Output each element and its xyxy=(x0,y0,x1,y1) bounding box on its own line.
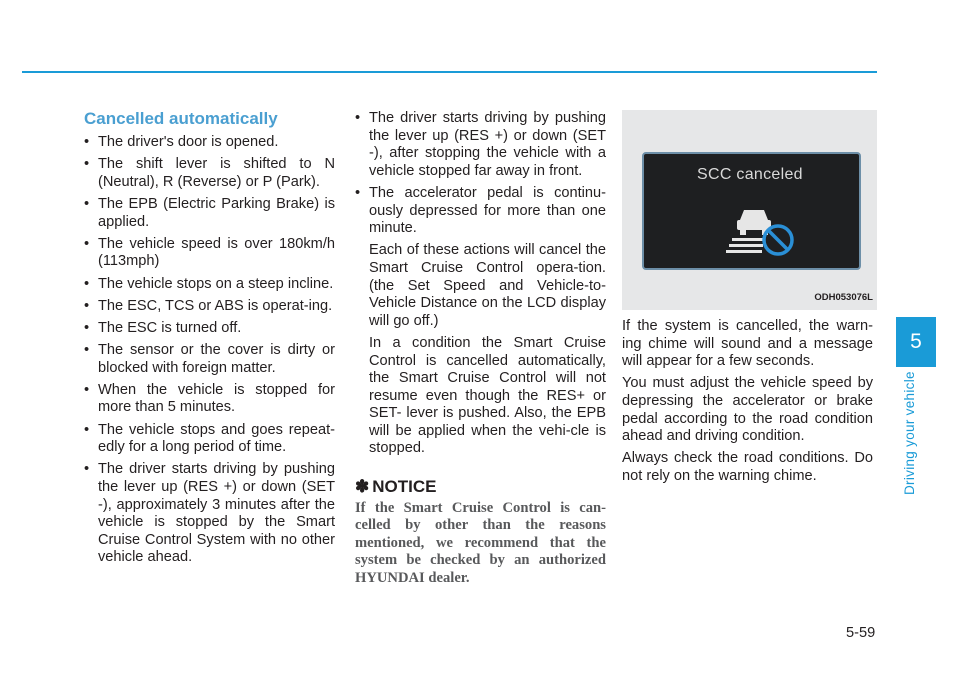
list-item: • The ESC is turned off. xyxy=(84,319,242,336)
cluster-display-figure xyxy=(622,110,877,310)
header-rule xyxy=(22,71,877,73)
list-item: • The driver starts driving by pushing the lever up (RES +) or down (SET -), approximately 3 minutes after the vehicle is stopped by the Smart Cruise Control System with no other vehicle ahead. xyxy=(84,461,335,566)
list-item: • The driver's door is opened. xyxy=(84,134,279,150)
column-left xyxy=(84,108,335,572)
list-item: • The shift lever is shifted to N (Neutral), R (Reverse) or P (Park). xyxy=(84,156,335,190)
list-item: • The vehicle stops on a steep incline. xyxy=(84,275,334,292)
body-paragraph: You must adjust the vehicle speed by depressing the accelerator or brake pedal according to the road condition ahead and driving condition. xyxy=(622,375,873,445)
column-right xyxy=(622,110,873,490)
list-item: • The vehicle stops and goes repeat-edly for a long period of time. xyxy=(84,421,335,456)
section-heading: Cancelled automatically xyxy=(84,109,278,128)
notice-mark: ✽ xyxy=(355,477,370,497)
list-item: • The ESC, TCS or ABS is operat-ing. xyxy=(84,297,333,314)
lcd-screen xyxy=(642,152,861,270)
scc-cancel-icon xyxy=(726,200,796,258)
cancel-conditions-list xyxy=(84,134,335,567)
notice-body: If the Smart Cruise Control is can-celled by other than the reasons mentioned, we recommend that the system be checked by an authorized HYUNDAI dealer. xyxy=(355,500,606,586)
body-paragraph: Always check the road conditions. Do not rely on the warning chime. xyxy=(622,450,873,484)
chapter-tab: 5 xyxy=(896,317,936,367)
list-item: • The vehicle speed is over 180km/h (113mph) xyxy=(84,235,335,270)
cancel-conditions-list-continued xyxy=(355,110,606,238)
screen-message: SCC canceled xyxy=(697,166,803,183)
body-paragraph: Each of these actions will cancel the Smart Cruise Control opera-tion. (the Set Speed and Vehicle-to-Vehicle Distance on the LCD display will go off.) xyxy=(369,242,606,329)
notice-title: ✽ NOTICE xyxy=(355,477,437,497)
list-item: • When the vehicle is stopped for more than 5 minutes. xyxy=(84,381,335,416)
column-middle xyxy=(355,110,606,587)
list-item: • The EPB (Electric Parking Brake) is applied. xyxy=(84,195,335,230)
figure-code: ODH053076L xyxy=(814,292,873,304)
chapter-title: Driving your vehicle xyxy=(902,371,917,495)
body-paragraph: In a condition the Smart Cruise Control is cancelled automatically, the Smart Cruise Control will not resume even though the RES+ or SET- lever is pushed. Also, the EPB will be applied when the vehi-cle is stopped. xyxy=(369,334,606,457)
list-item: • The driver starts driving by pushing the lever up (RES +) or down (SET -), after stopping the vehicle with a vehicle stopped far away in front. xyxy=(355,110,606,179)
body-paragraph: If the system is cancelled, the warn-ing chime will sound and a message will appear for a few seconds. xyxy=(622,318,873,370)
list-item: • The accelerator pedal is continu-ously depressed for more than one minute. xyxy=(355,184,606,237)
page-number: 5-59 xyxy=(846,625,876,641)
list-item: • The sensor or the cover is dirty or blocked with foreign matter. xyxy=(84,342,335,376)
